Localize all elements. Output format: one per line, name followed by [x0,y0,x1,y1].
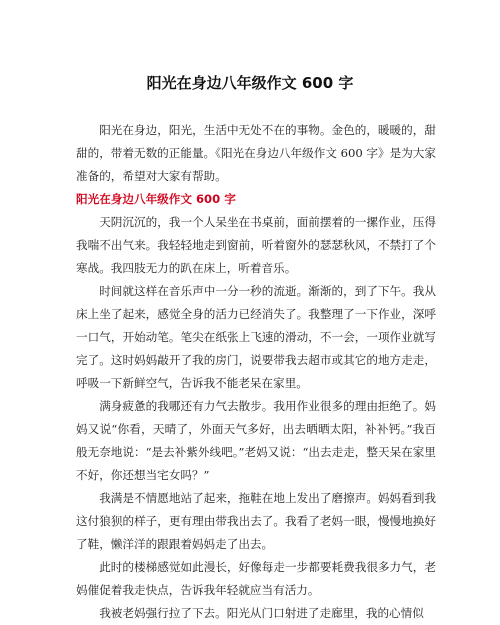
intro-paragraph: 阳光在身边，阳光，生活中无处不在的事物。金色的，暖暖的，甜甜的，带着无数的正能量。《阳光在身边八年级作文 600 字》是为大家准备的，希望对大家有帮助。 [76,123,436,183]
page-title: 阳光在身边八年级作文 600 字 [146,74,354,92]
body-paragraph: 我被老妈强行拉了下去。阳光从门口射进了走廊里，我的心情似 [99,606,424,620]
article-body [76,119,436,625]
body-paragraph: 我满是不情愿地站了起来，拖鞋在地上发出了磨擦声。妈妈看到我这付狼狈的样子，更有理由带我出去了。我看了老妈一眼，慢慢地换好了鞋，懒洋洋的跟跟着妈妈走了出去。 [76,491,436,551]
body-paragraph: 时间就这样在音乐声中一分一秒的流逝。渐渐的，到了下午。我从床上坐了起来，感觉全身的活力已经消失了。我整理了一下作业，深呼一口气，开始动笔。笔尖在纸张上飞速的滑动，不一会，一项作业就写完了。这时妈妈敲开了我的房门，说要带我去超市或其它的地方走走，呼吸一下新鲜空气，告诉我不能老呆在家里。 [76,284,436,390]
body-paragraph: 满身疲惫的我哪还有力气去散步。我用作业很多的理由拒绝了。妈妈又说“你看，天晴了，外面天气多好，出去晒晒太阳，补补钙。”我百般无奈地说：“是去补紫外线吧。”老妈又说：“出去走走，整天呆在家里不好，你还想当宅女吗？” [76,399,436,482]
body-paragraph: 此时的楼梯感觉如此漫长，好像每走一步都要耗费我很多力气，老妈催促着我走快点，告诉我年轻就应当有活力。 [76,560,436,597]
section-heading: 阳光在身边八年级作文 600 字 [76,192,236,206]
body-paragraph: 天阴沉沉的，我一个人呆坐在书桌前，面前摆着的一摞作业，压得我喘不出气来。我轻轻地走到窗前，听着窗外的瑟瑟秋风，不禁打了个寒战。我四肢无力的趴在床上，听着音乐。 [76,215,436,275]
